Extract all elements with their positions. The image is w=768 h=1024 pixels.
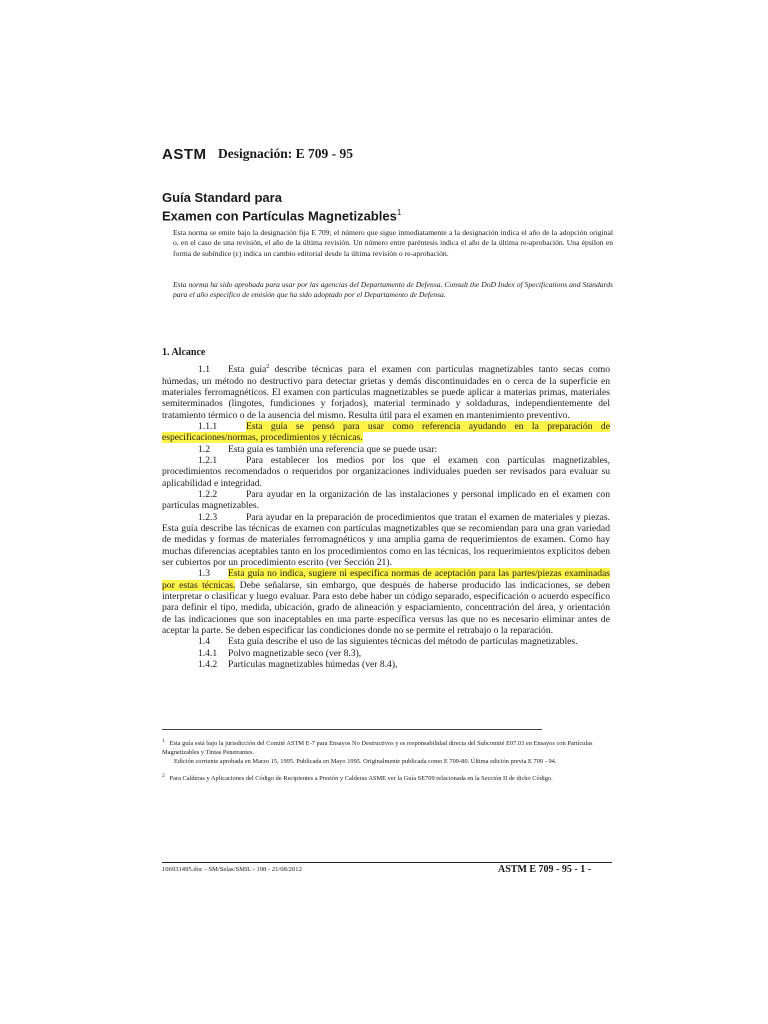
document-title (162, 190, 401, 223)
highlight-1-3: Esta guía no indica, sugiere ni especifica normas de aceptación para las partes/piezas examinadas por estas técnicas. (162, 568, 610, 591)
designation: Designación: E 709 - 95 (218, 146, 353, 161)
footnote-1: $^1$ Esta guía está bajo la jurisdicción del Comité ASTM E-7 para Ensayos No Destructivos y es responsabilidad directa del Subcomité E07.03 en Ensayos con Partículas Magnetizables y Tintas Penetrantes. Edición corriente aprobada en Marzo 15, 1995. Publicada en Mayo 1995. Originalmente publicada como E 709-80. Última edición previa E 709 - 94. (162, 738, 593, 766)
paragraph-1-1: 1.1 Esta guía$^2$ describe técnicas para el examen con partículas magnetizables tanto secas como húmedas, un método no destructivo para detectar grietas y demás discontinuidades en o cerca de la superficie en materiales ferromagnéticos. El examen con partículas magnetizables se puede aplicar a materias primas, materiales semiterminados (lingotes, fundiciones y forjados), material terminado y soldaduras, independientemente del tratamiento térmico o de la ausencia del mismo. Resulta útil para el examen en mantenimiento preventivo. (162, 364, 610, 421)
paragraph-1-2-2: 1.2.2 Para ayudar en la organización de las instalaciones y personal implicado en el examen con partículas magnetizables. (162, 488, 610, 512)
highlight-1-1-1: Esta guía se pensó para usar como referencia ayudando en la preparación de especificaciones/normas, procedimientos y técnicas. (162, 420, 610, 444)
section-body (162, 362, 610, 670)
paragraph-1-4-1: 1.4.1 Polvo magnetizable seco (ver 8.3), (198, 647, 362, 659)
designation-note: Esta norma se emite bajo la designación fija E 709; el número que sigue inmediatamente a la designación indica el año de la adopción original o, en el caso de una revisión, el año de la última revisión. Un número entre paréntesis indica el año de la última re-aprobación. Una épsilon en forma de subíndice (ε) indica un cambio editorial desde la última revisión o re-aprobación. (173, 228, 613, 258)
title-line-1: Guía Standard para (162, 190, 282, 205)
paragraph-1-2-1: 1.2.1 Para establecer los medios por los que el examen con partículas magnetizables, procedimientos recomendados o requeridos por organizaciones individuales pueden ser revisados para evaluar su aplicabilidad e integridad. (162, 454, 610, 489)
paragraph-1-4: 1.4 Esta guía describe el uso de las siguientes técnicas del método de partículas magnetizables. (198, 636, 578, 648)
footnote-divider (162, 729, 542, 730)
dod-approval-note: Esta norma ha sido aprobada para usar por las agencias del Departamento de Defensa. Consult the DoD Index of Specifications and Standards para el año específico de emisión que ha sido adoptado por el Departamento de Defensa. (173, 280, 613, 300)
astm-logo-text: ASTM (162, 146, 207, 163)
paragraph-1-1-1: 1.1.1 Esta guía se pensó para usar como referencia ayudando en la preparación de especificaciones/normas, procedimientos y técnicas. (162, 420, 610, 444)
section-heading: 1. Alcance (162, 347, 206, 358)
paragraph-1-2-3: 1.2.3 Para ayudar en la preparación de procedimientos que tratan el examen de materiales y piezas. Esta guía describe las técnicas de examen con partículas magnetizables que se recomiendan para una gran variedad de medidas y formas de materiales ferromagnéticos y una amplia gama de requerimientos de examen. Como hay muchas diferencias aceptables tanto en los procedimientos como en las técnicas, los requerimientos explícitos deben ser cubiertos por un procedimiento escrito (ver Sección 21). (162, 511, 610, 569)
title-line-2: Examen con Partículas Magnetizables$^1$ (162, 208, 402, 224)
paragraph-1-4-2: 1.4.2 Partículas magnetizables húmedas (ver 8.4), (198, 659, 398, 671)
title-footnote-mark: 1 (396, 208, 402, 217)
paragraph-1-3: 1.3 Esta guía no indica, sugiere ni especifica normas de aceptación para las partes/piezas examinadas por estas técnicas. Debe señalarse, sin embargo, que después de haberse producido las indicaciones, se deben interpretar o clasificar y luego evaluar. Para esto debe haber un código separado, especificación o acuerdo específico para definir el tipo, medida, ubicación, grado de alineación y espaciamiento, concentración del área, y orientación de las indicaciones que son inaceptables en una parte específica versus las que no es necesario eliminar antes de aceptar la parte. Se deben especificar las condiciones donde no se permite el retrabajo o la reparación. (162, 568, 611, 637)
footer-file-info: 106931495.doc - SM/Selas/SMIL - 198 - 21/08/2012 (162, 866, 302, 873)
footer-divider (162, 862, 612, 863)
footer-page-label: ASTM E 709 - 95 - 1 - (498, 864, 592, 875)
footnote-2: $^2$ Para Calderas y Aplicaciones del Código de Recipientes a Presión y Calderas ASME ver la Guía SE709 relacionada en la Sección II de dicho Código. (162, 773, 553, 783)
paragraph-1-2: 1.2 Esta guía es también una referencia que se puede usar: (198, 443, 438, 455)
